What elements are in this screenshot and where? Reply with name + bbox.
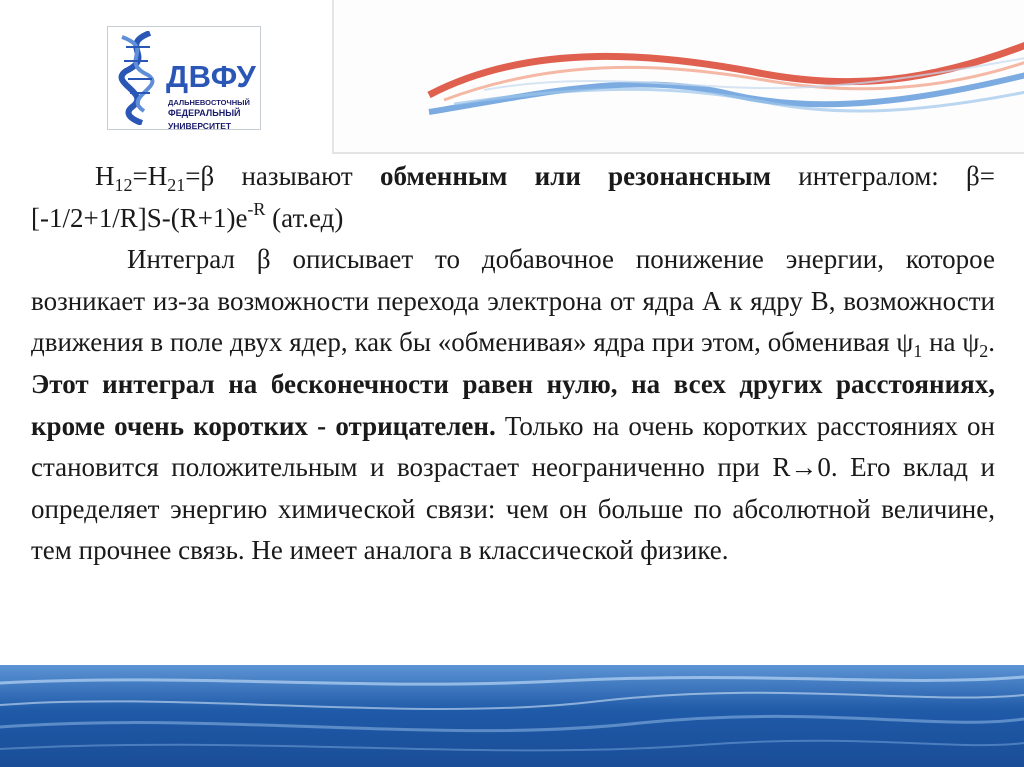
text-formula: интегралом: β=[-1/2+1/R]S-(R+1)e bbox=[31, 161, 996, 233]
subscript-1: 1 bbox=[913, 341, 923, 362]
superscript-minus-r: -R bbox=[247, 198, 266, 219]
logo-title: ДВФУ bbox=[166, 59, 257, 94]
text-conclusion: Только на очень коротких расстояниях он становится положительным и возрастает неограниченно при R→0. Его вклад и определяет энергию химической связи: чем он больше по абсолютной величине, тем прочнее связь. Не имеет аналога в классической физике. bbox=[31, 410, 995, 566]
header-wave-graphic bbox=[334, 0, 1024, 152]
header-panel bbox=[332, 0, 1024, 154]
text-on-psi: на ψ bbox=[922, 327, 980, 358]
bold-term: обменным или резонансным bbox=[379, 161, 771, 191]
logo-line-1: ДАЛЬНЕВОСТОЧНЫЙ bbox=[168, 98, 250, 107]
slide-body bbox=[31, 156, 995, 572]
logo-line-3: УНИВЕРСИТЕТ bbox=[168, 121, 232, 130]
bold-statement: Этот интеграл на бесконечности равен нулю, на всех других расстояниях, кроме очень коротких - отрицателен. bbox=[31, 368, 995, 441]
dvfu-logo bbox=[107, 26, 261, 130]
footer-wave-graphic bbox=[0, 665, 1024, 767]
paragraph-definition bbox=[31, 156, 995, 239]
text-intro: Интеграл β описывает то добавочное понижение энергии, которое возникает из-за возможности перехода электрона от ядра А к ядру В, возможности движения в поле двух ядер, как бы «обменивая» ядра при этом, обменивая bbox=[31, 244, 995, 358]
dna-helix-icon bbox=[112, 31, 168, 125]
subscript-21: 21 bbox=[167, 175, 186, 195]
text-period: . bbox=[988, 327, 995, 358]
psi-symbol: ψ bbox=[896, 327, 914, 358]
subscript-12: 12 bbox=[114, 175, 133, 195]
footer-band bbox=[0, 665, 1024, 767]
text-units: (ат.ед) bbox=[265, 202, 344, 233]
subscript-2: 2 bbox=[979, 341, 989, 362]
formula-eq2: =β bbox=[185, 161, 242, 191]
logo-line-2: ФЕДЕРАЛЬНЫЙ bbox=[168, 108, 241, 118]
paragraph-description bbox=[31, 239, 995, 572]
text-call: называют bbox=[241, 161, 380, 191]
formula-h: H bbox=[95, 161, 115, 191]
formula-eq1: =H bbox=[132, 161, 168, 191]
